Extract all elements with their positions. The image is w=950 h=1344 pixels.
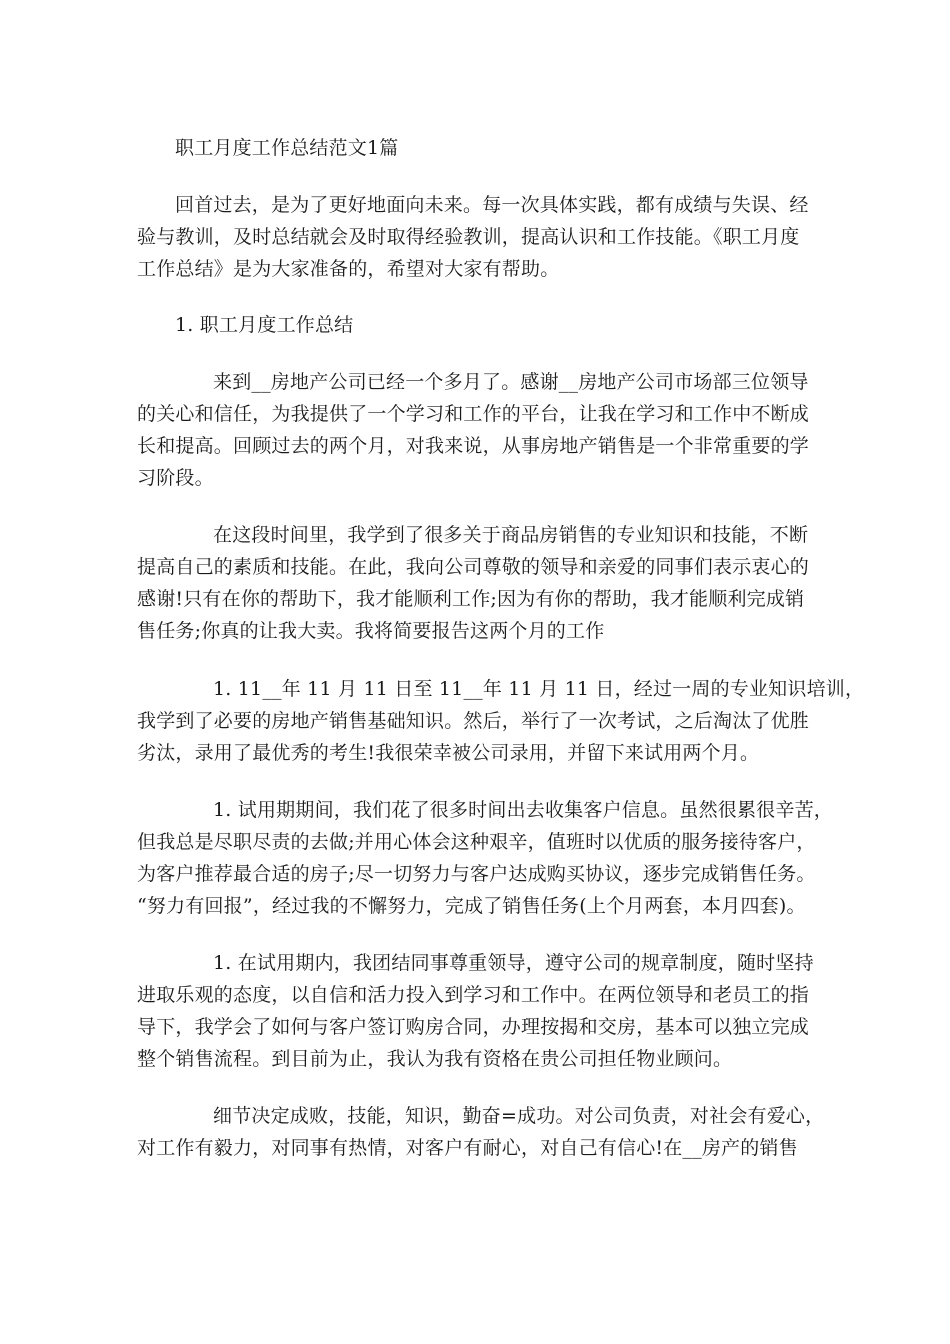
paragraph-1-line-2: 的关心和信任，为我提供了一个学习和工作的平台，让我在学习和工作中不断成 bbox=[137, 403, 810, 425]
paragraph-3-line-2: 我学到了必要的房地产销售基础知识。然后，举行了一次考试，之后淘汰了优胜 bbox=[137, 710, 810, 732]
paragraph-1-line-1: 来到__房地产公司已经一个多月了。感谢__房地产公司市场部三位领导 bbox=[213, 371, 809, 393]
paragraph-4-line-2: 但我总是尽职尽责的去做;并用心体会这种艰辛，值班时以优质的服务接待客户， bbox=[137, 831, 816, 853]
intro-line-2: 验与教训，及时总结就会及时取得经验教训，提高认识和工作技能。《职工月度 bbox=[137, 226, 800, 248]
intro-line-3: 工作总结》是为大家准备的，希望对大家有帮助。 bbox=[137, 258, 560, 280]
paragraph-5-line-4: 整个销售流程。到目前为止，我认为我有资格在贵公司担任物业顾问。 bbox=[137, 1048, 733, 1070]
paragraph-6-line-1: 细节决定成败，技能，知识，勤奋=成功。对公司负责，对社会有爱心， bbox=[213, 1105, 825, 1127]
paragraph-5-line-1: 1. 在试用期内，我团结同事尊重领导，遵守公司的规章制度，随时坚持 bbox=[213, 952, 814, 974]
paragraph-3-line-1: 1. 11__年 11 月 11 日至 11__年 11 月 11 日，经过一周的专业知识培训， bbox=[213, 678, 865, 700]
paragraph-2-line-4: 售任务;你真的让我大卖。我将简要报告这两个月的工作 bbox=[137, 620, 605, 642]
paragraph-5-line-3: 导下，我学会了如何与客户签订购房合同，办理按揭和交房，基本可以独立完成 bbox=[137, 1016, 810, 1038]
paragraph-2-line-1: 在这段时间里，我学到了很多关于商品房销售的专业知识和技能，不断 bbox=[213, 524, 809, 546]
paragraph-4-line-3: 为客户推荐最合适的房子;尽一切努力与客户达成购买协议，逐步完成销售任务。 bbox=[137, 863, 816, 885]
intro-line-1: 回首过去，是为了更好地面向未来。每一次具体实践，都有成绩与失误、经 bbox=[175, 194, 809, 216]
paragraph-4-line-1: 1. 试用期期间，我们花了很多时间出去收集客户信息。虽然很累很辛苦， bbox=[213, 799, 833, 821]
paragraph-4-line-4: “努力有回报”，经过我的不懈努力，完成了销售任务(上个月两套，本月四套)。 bbox=[137, 895, 806, 917]
paragraph-5-line-2: 进取乐观的态度，以自信和活力投入到学习和工作中。在两位领导和老员工的指 bbox=[137, 984, 810, 1006]
paragraph-1-line-4: 习阶段。 bbox=[137, 467, 214, 489]
paragraph-1-line-3: 长和提高。回顾过去的两个月，对我来说，从事房地产销售是一个非常重要的学 bbox=[137, 435, 810, 457]
paragraph-3-line-3: 劣汰，录用了最优秀的考生!我很荣幸被公司录用，并留下来试用两个月。 bbox=[137, 742, 760, 764]
paragraph-6-line-2: 对工作有毅力，对同事有热情，对客户有耐心，对自己有信心!在__房产的销售 bbox=[137, 1137, 798, 1159]
paragraph-2-line-3: 感谢!只有在你的帮助下，我才能顺利工作;因为有你的帮助，我才能顺利完成销 bbox=[137, 588, 805, 610]
section-heading: 1. 职工月度工作总结 bbox=[175, 314, 354, 336]
paragraph-2-line-2: 提高自己的素质和技能。在此，我向公司尊敬的领导和亲爱的同事们表示衷心的 bbox=[137, 556, 810, 578]
document-title: 职工月度工作总结范文1篇 bbox=[175, 137, 399, 159]
